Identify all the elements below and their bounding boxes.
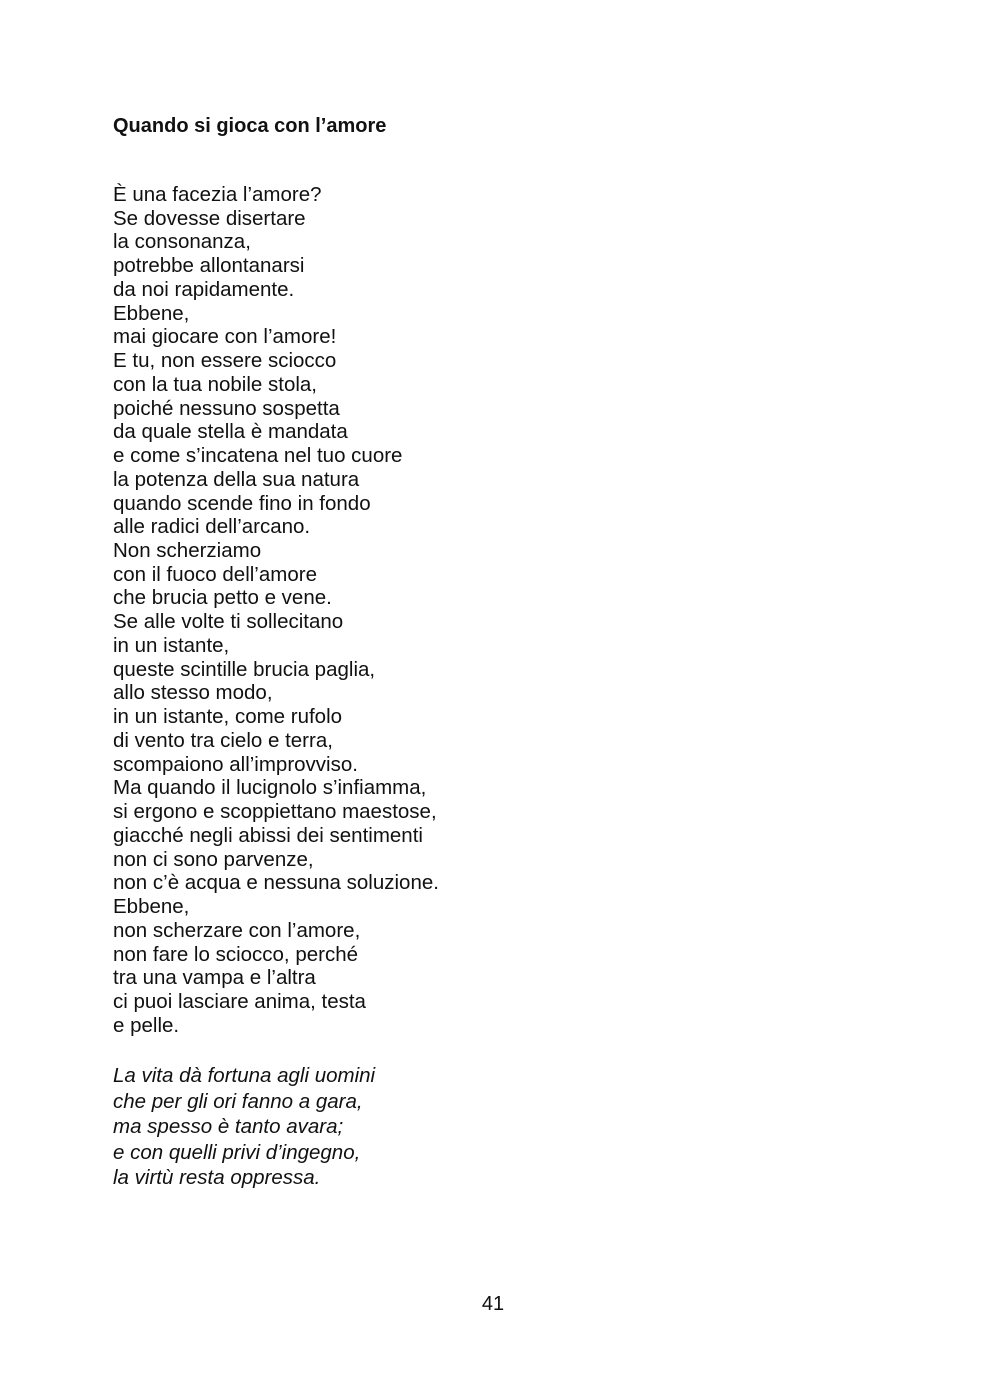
poem-line: mai giocare con l’amore!: [113, 325, 337, 349]
poem-line: con la tua nobile stola,: [113, 372, 317, 396]
poem-line: giacché negli abissi dei sentimenti: [113, 823, 423, 847]
poem-line: Non scherziamo: [113, 539, 262, 563]
poem-line: allo stesso modo,: [113, 681, 273, 705]
poem-line: È una facezia l’amore?: [113, 183, 322, 206]
poem-line: Ma quando il lucignolo s’infiamma,: [113, 776, 427, 800]
poem-line: Ebbene,: [113, 301, 190, 325]
poem-line: alle radici dell’arcano.: [113, 515, 311, 539]
epigraph-line: che per gli ori fanno a gara,: [113, 1089, 363, 1113]
poem-line: in un istante, come rufolo: [113, 705, 343, 729]
poem-line: E tu, non essere sciocco: [113, 349, 337, 373]
poem-line: tra una vampa e l’altra: [113, 966, 316, 990]
poem-line: non fare lo sciocco, perché: [113, 942, 358, 966]
poem-line: non ci sono parvenze,: [113, 847, 314, 871]
poem-line: quando scende fino in fondo: [113, 491, 371, 515]
poem-line: da noi rapidamente.: [113, 277, 295, 301]
poem-line: queste scintille brucia paglia,: [113, 657, 376, 681]
poem-line: poiché nessuno sospetta: [113, 396, 340, 420]
poem-line: con il fuoco dell’amore: [113, 562, 317, 586]
epigraph-line: ma spesso è tanto avara;: [113, 1115, 344, 1138]
poem-line: la consonanza,: [113, 230, 251, 254]
poem-epigraph: [113, 1063, 375, 1191]
poem-line: non c’è acqua e nessuna soluzione.: [113, 871, 439, 895]
poem-body: [113, 183, 439, 1037]
poem-line: da quale stella è mandata: [113, 420, 348, 444]
poem-line: e come s’incatena nel tuo cuore: [113, 444, 403, 468]
poem-line: Se dovesse disertare: [113, 206, 306, 230]
poem-line: e pelle.: [113, 1013, 180, 1037]
poem-line: di vento tra cielo e terra,: [113, 728, 333, 752]
poem-line: Se alle volte ti sollecitano: [113, 610, 344, 634]
poem-line: scompaiono all’improvviso.: [113, 752, 358, 776]
poem-line: che brucia petto e vene.: [113, 586, 332, 610]
poem-line: non scherzare con l’amore,: [113, 918, 361, 942]
poem-line: ci puoi lasciare anima, testa: [113, 989, 366, 1013]
epigraph-line: La vita dà fortuna agli uomini: [113, 1064, 376, 1087]
poem-line: potrebbe allontanarsi: [113, 254, 305, 278]
poem-line: Ebbene,: [113, 895, 190, 919]
page-number: 41: [481, 1293, 505, 1315]
poem-line: in un istante,: [113, 633, 230, 657]
poem-line: la potenza della sua natura: [113, 467, 360, 491]
epigraph-line: e con quelli privi d’ingegno,: [113, 1140, 361, 1164]
poem-line: si ergono e scoppiettano maestose,: [113, 800, 437, 824]
poem-title: Quando si gioca con l’amore: [113, 115, 387, 137]
epigraph-line: la virtù resta oppressa.: [113, 1166, 321, 1189]
